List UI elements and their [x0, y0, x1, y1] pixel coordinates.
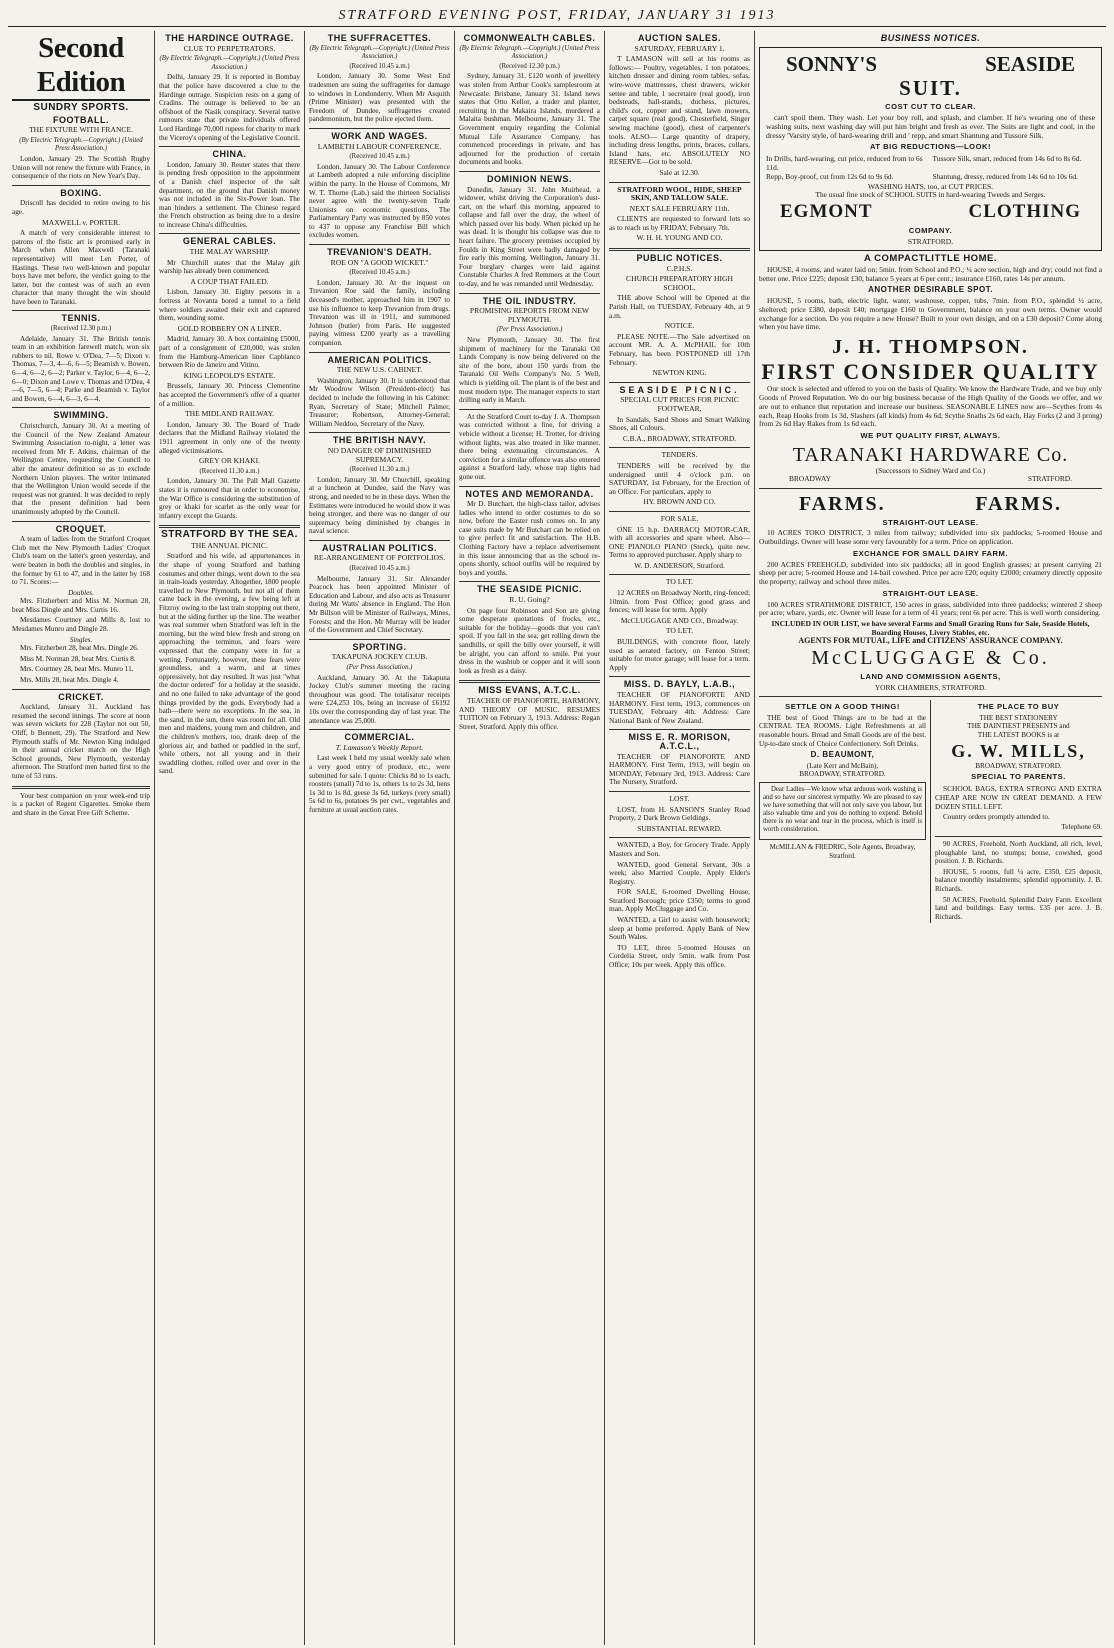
boxing-text-2: A match of very considerable interest to patrons of the fistic art is promised early in March when Allen Maxwell (Taranaki representative) will meet Len Porter, of Hastings. These two well-known and popular boys have met before, the verdict going to the latter, but the contest was of such an even character that many thought the win should have been to Taranaki. — [12, 229, 150, 306]
croquet-doubles: Doubles. — [68, 588, 94, 597]
home-text-1: HOUSE, 4 rooms, and water laid on; 5min. from School and P.O.; ¼ acre section, high and dry; could not find a better one. Price £225; deposit £30, balance 5 years at 6 per cent.; insurance £160, rates 14s per annum. — [759, 264, 1102, 283]
croquet-text: A team of ladies from the Stratford Croquet Club met the New Plymouth Ladies' Croquet Club's team on the latter's green yesterday, and were beaten in both the doubles and singles, in the former by 61 to 47, and in the latter by 168 to 71. Scores:— — [12, 535, 150, 587]
wool-heading: STRATFORD WOOL, HIDE, SHEEP SKIN, AND TALLOW SALE. — [617, 184, 742, 203]
farms-left: FARMS. — [799, 492, 886, 515]
mills-tel: Telephone 69. — [1061, 823, 1102, 832]
mills-t3: THE LATEST BOOKS is at — [977, 731, 1060, 739]
school-name: CHURCH PREPARATORY HIGH SCHOOL. — [626, 274, 733, 292]
cw-text: Sydney, January 31. £120 worth of jewellery was stolen from Arthur Cook's samplesroom at Newcastle. Brisbane, January 31. Island news states that Otto Kellor, a trader and planter, recruiting in the Makaira Islands, murdered a Malaita bushman. Melbourne, January 31. The Government enquiry regarding the Colonial Mutual Life Assurance Company, has commenced proceedings in private, and has adjourned for the production of certain documents and books. — [459, 72, 600, 167]
sonny-l3: SUIT. — [899, 75, 962, 100]
notice-sig: NEWTON KING. — [652, 368, 707, 378]
cables-sub-5: THE MIDLAND RAILWAY. — [184, 409, 275, 419]
croquet-s2: Miss M. Norman 28, beat Mrs. Curtis 8. — [20, 654, 136, 663]
section-title: SUNDRY SPORTS. — [33, 102, 129, 113]
sale-text: ONE 15 h.p. DARRACQ MOTOR-CAR, with all accessories and spare wheel. Also— ONE PIANOLO PIANO (Steck), quite new. Terms to approved purchaser. Apply sharp to — [609, 524, 750, 560]
farms-agents: AGENTS FOR MUTUAL, LIFE and CITIZENS' ASSURANCE COMPANY. — [798, 636, 1063, 646]
egmont-right: CLOTHING — [968, 200, 1081, 222]
sea-heading: STRATFORD BY THE SEA. — [161, 529, 298, 541]
thompson-text: Our stock is selected and offered to you on the basis of Quality. We know the Hardware Trade, and we buy only Goods of Proved Reputation. We do our big business because of the High Quality of the Goods we offer, and we are out to enhance that reputation and increase our business. SEASONABLE LINES now are—Scythes from 4s each, Reap Hooks from 1s 3d, Slashers (all kinds) from 4s 6d, Scythe Snaths 2s 6d each, Hay Forks (2 and 3 prong) from 2s 6d Hay Rakes from 1s 6d each. — [759, 384, 1102, 429]
navy-text: London, January 30. Mr Churchill, speaking at a luncheon at Dundee, said the Navy was strong, and needed to be in these days. When the Estimates were introduced he would show it was being stronger, and there was no danger of our supremacy being diminished by changes in naval science. — [309, 475, 450, 536]
lost-reward: SUBSTANTIAL REWARD. — [637, 823, 722, 833]
thompson-quality: WE PUT QUALITY FIRST, ALWAYS. — [860, 431, 1001, 441]
comm-heading: COMMERCIAL. — [344, 732, 415, 743]
sonny-hats: WASHING HATS, too, at CUT PRICES. — [867, 181, 994, 191]
work-heading: WORK AND WAGES. — [331, 130, 428, 141]
morison-text: TEACHER OF PIANOFORTE AND HARMONY. First Term, 1913, will begin on MONDAY, February 3rd, 1913. Address: Care The Nursery, Stratford. — [609, 751, 750, 787]
egmont-company: COMPANY. — [908, 225, 953, 235]
picnic-text: On page four Robinson and Son are giving some desperate quotations of frocks, etc., suitable for the holiday—goods that you can't spoil. If you fall in the sea, get rolling down the sandhills, or spill the billy over yourself, it will be alright, you can afford to smile. Put your dress in the washtub or copper and it will soon look as fresh as a daisy. — [459, 606, 600, 675]
column-3 — [305, 31, 455, 1645]
richards-2: HOUSE, 5 rooms, full ¼ acre, £350, £25 deposit, balance monthly instalments; splendid opportunity. J. B. Richards. — [935, 867, 1102, 893]
mills-special: SPECIAL TO PARENTS. — [971, 772, 1066, 782]
cables-text-4: Brussels, January 30. Princess Clementine has accepted the Government's offer of a quarter of a million. — [159, 382, 300, 408]
suff-heading: THE SUFFRACETTES. — [327, 33, 432, 43]
wanted-4: WANTED, a Girl to assist with housework; sleep at home preferred. Apply Bank of New South Wales. — [609, 915, 750, 942]
aus-heading: AUSTRALIAN POLITICS. — [322, 542, 437, 553]
egmont-left: EGMONT — [780, 200, 873, 222]
suff-received: (Received 10.45 a.m.) — [349, 62, 410, 70]
cables-received: (Received 11.30 a.m.) — [199, 467, 260, 475]
home-heading: A COMPACTLITTLE HOME. — [864, 253, 997, 265]
cables-sub-2: A COUP THAT FAILED. — [190, 276, 269, 286]
column-1 — [8, 31, 155, 1645]
wanted-5: TO LET, three 5-roomed Houses on Cordelia Street, only 5min. walk from Post Office; 10s per week. Apply this office. — [609, 942, 750, 970]
column-4 — [455, 31, 605, 1645]
comm-text: Last week I held my usual weekly sale when a very good entry of produce, etc., were submitted for sale. I quote: Chicks 8d to 1s each, roosters (small) 7d to 1s, others 1s to 2s 3d, hens 1s 3d to 1s 8d, geese 3s 6d, turkeys (very small) 5s 6d to 6s, potatoes 9s per cwt., vegetables and furniture at usual auction rates. — [309, 754, 450, 814]
sonny-r1a: In Drills, hard-wearing, cut price, reduced from to 6s 11d. — [766, 153, 923, 172]
sport-heading: SPORTING. — [352, 641, 407, 652]
hardinge-heading: THE HARDINCE OUTRAGE. — [165, 33, 294, 43]
taranaki-succ: (Successors to Sidney Ward and Co.) — [875, 465, 986, 475]
tenders-sig: HY. BROWN AND CO. — [643, 497, 716, 507]
beaumont-late: (Late Kerr and McBain), — [806, 761, 879, 770]
thompson-slogan: FIRST CONSIDER QUALITY — [761, 359, 1100, 385]
cables-text-2: Lisbon, January 30. Eighty persons in a fortress at Novanta bored a tunnel to a field where soldiers awaited their exit and captured them, wounding some. — [159, 288, 300, 323]
football-text: London, January 29. The Scottish Rugby Union will not renew the fixture with France, in consequence of the riots on New Year's Day. — [12, 154, 150, 181]
cables-text-6: London, January 30. The Pall Mall Gazette states it is rumoured that in order to economise, the War Office is considering the substitution of grey or khaki for scarlet as the only wear for infantry except the Guards. — [159, 477, 300, 520]
let-sig: McCLUGGAGE AND CO., Broadway. — [620, 615, 739, 625]
tenders-heading: TENDERS. — [661, 450, 698, 460]
croquet-s4: Mrs. Mills 28, beat Mrs. Dingle 4. — [20, 676, 119, 685]
navy-heading: THE BRITISH NAVY. — [332, 435, 427, 446]
sonny-text: can't spoil them. They wash. Let your boy roll, and splash, and clamber. If he's wearing one of these washing suits, next washing day will put him bright and fresh as ever. The Suits are light and cool, in the dressy 'Varsity style, of hard-wearing drill and ' repp, and smart Shantung and Tussore Silk. — [766, 113, 1095, 141]
cw-received: (Received 12.30 p.m.) — [499, 62, 560, 70]
football-byline: (By Electric Telegraph.—Copyright.) (United Press Association.) — [19, 136, 143, 153]
auction-foot: Sale at 12.30. — [659, 167, 700, 177]
auction-text: T LAMASON will sell at his rooms as follows:— Poultry, vegetables, 1 ton potatoes, kitchen dresser and dining room tables, sofas, wire-wove mattresses, chest drawers, wicker settee and table, 1 secretaire (real good), iron bedsteads, hall-stands, duchess, pictures, child's cot, copper and stand, lawn mowers, carpet square (real good), Chesterfield, Singer sewing machine (good), chest of carpenter's tools. ALSO— Large quantity of drapery, including dress lengths, prints, braces, collars, Island hats, etc. ABSOLUTELY NO RESERVE—Got to be sold. — [609, 54, 750, 167]
mccluggage-name: McCLUGGAGE & Co. — [811, 647, 1050, 670]
let-heading: TO LET. — [665, 577, 694, 587]
work-text: London, January 30. The Labour Conference at Lambeth adopted a rule enforcing discipline within the party. In the House of Commons, Mr W. T. Thorne (Lab.) said the thirteen Socialists never agree with the twenty-seven Trade Unionists on economic questions. The Parliamentary Party was instructed by 850 votes to 437 to oppose any Franchise Bill which excludes women. — [309, 162, 450, 240]
settle-heading: SETTLE ON A GOOD THING! — [785, 702, 900, 712]
farms-t3: 100 ACRES STRATHMORE DISTRICT, 150 acres in grass, subdivided into three paddocks; wintered 2 sheep per acre; whare, yards, etc. Owner will lease for a term of 41 years; rent 6s per acre. This is well worth considering. — [759, 599, 1102, 618]
evans-text: TEACHER OF PIANOFORTE, HARMONY, AND THEORY OF MUSIC. RESUMES TUITION on February 3, 1913. Address: Regan Street, Stratford. Apply this office. — [459, 696, 600, 731]
ladies-text: Dear Ladies—We know what arduous work washing is and so have our sincerest sympathy. We are pleased to say we have something that will not only save you labour, but also valuable time and you do nothing to expend. Behold there is no wear and tear in the process, which is itself is worth consideration. — [763, 785, 922, 833]
taranaki-br: STRATFORD. — [1027, 474, 1072, 484]
croquet-singles: Singles. — [69, 635, 93, 644]
thompson-name: J. H. THOMPSON. — [832, 336, 1029, 359]
farms-t1: 10 ACRES TOKO DISTRICT, 3 miles from railway; subdivided into six paddocks; 5-roomed House and Outbuildings. Owner will lease some very favourably for a term. Price on application. — [759, 528, 1102, 547]
seaside-sig: C.B.A., BROADWAY, STRATFORD. — [622, 433, 737, 443]
public-heading: PUBLIC NOTICES. — [636, 253, 723, 264]
sea-text: Stratford and his wife, ad appurtenances in the shape of young Stratford and bathing costumes and other things, went down to the sea in train-loads yesterday. Altogether, 1800 people travelled to New Plymouth, but not all of them came back in the evening, a few being left at Fitzroy owing to the last train stopping out there, but at the siding further up the line. The weather was real summer when Stratford was left in the morning, but the wind blew fresh and strong on approaching the terminus, and fears were expressed that the company were in for a wetting. Fortunately, however, these fears were groundless, and a warm, and at times oppressively, hot day resulted. It was just "what the doctor ordered" for a holiday at the seaside, and no one failed to take advantage of the good things provided by the gods. Everybody had a bath—there were no exceptions. In the sea, in the sand, in the sun, there was room for all. Old men and maidens, young men and children, and the children's mothers, too, drank deep of the glorious air, and bathed or paddled in the surf, while others, not all young and in their swaddling clothes, rolled over and over in the sand. — [159, 552, 300, 776]
mills-text: SCHOOL BAGS, EXTRA STRONG AND EXTRA CHEAP ARE NOW IN GREAT DEMAND. A FEW DOZEN STILL LEFT. — [935, 783, 1102, 811]
masthead: STRATFORD EVENING POST, FRIDAY, JANUARY 31 1913 — [8, 6, 1106, 27]
bayly-text: TEACHER OF PIANOFORTE AND HARMONY. First term, 1913, commences on TUESDAY, February 4th. Address: Care National Bank of New Zealand. — [609, 690, 750, 725]
tenders-text: TENDERS will be received by the undersigned until 4 o'clock p.m. on SATURDAY, 1st February, for the Erection of an Office. For particulars, apply to — [609, 460, 750, 496]
amer-text: Washington, January 30. It is understood that Mr Woodrow Wilson (President-elect) has decided to include the following in his Cabinet: Ryan, Secretary of State; Mitchell Palmer, Treasurer; Robertson, Attorney-General; William Neddoo, Secretary of the Navy. — [309, 376, 450, 428]
oil-sub: PROMISING REPORTS FROM NEW PLYMOUTH. — [469, 306, 590, 324]
cables-text-1: Mr Churchill states that the Malay gift warship has already been commenced. — [159, 258, 300, 276]
china-text: London, January 30. Reuter states that there is pending fresh opposition to the appointment of a Danish chief inspector of the salt department, on the ground that Danish money was not included in the Six-Power loan. The man hinders a settlement. The Chinese regard the French obstruction as being due to a desire to increase China's difficulties. — [159, 160, 300, 229]
work-sub: LAMBETH LABOUR CONFERENCE. — [317, 141, 442, 151]
egmont-town: STRATFORD. — [907, 236, 954, 246]
croquet-s3: Mrs. Courtney 28, beat Mrs. Munro 11. — [20, 665, 134, 674]
seaside-sub: SPECIAL CUT PRICES FOR PICNIC FOOTWEAR, — [620, 395, 739, 413]
cables-text-5: London, January 30. The Board of Trade declares that the Midland Railway violated the 1911 agreement in only one of the twenty alleged victimisations. — [159, 420, 300, 455]
sale-heading: FOR SALE. — [660, 513, 699, 523]
picnic-sub: R. U. Going? — [509, 595, 550, 605]
tennis-text: Adelaide, January 31. The British tennis team in an exhibition farewell match, won six rubbers to nil. Rowe v. O'Dea, 7—5; Dixon v. Thomas, 7—3, 4—6, 6—5; Beamish v. Bowen, 6—4, 6—2, 6—2; Parker v. Taylor, 6—4, 6—2, 6—0; Dixon and Lowe v. Thomas and O'Dea, 4—6, 7—5, 6—4; Parke and Beamish v. Taylor and Bowen, 6—4, 6—3, 6—4. — [12, 334, 150, 403]
farms-s1: STRAIGHT-OUT LEASE. — [882, 517, 979, 527]
trev-sub: ROE ON "A GOOD WICKET." — [330, 257, 429, 267]
lost-text: LOST, from H. SANSON'S Stanley Road Property, 2 Dark Brown Geldings. — [609, 804, 750, 823]
seaside-heading: SEASIDE PICNIC. — [619, 384, 740, 395]
settle-text: THE best of Good Things are to be had at the CENTRAL TEA ROOMS. Light Refreshments at all reasonable hours. Bread and Small Goods are of the best. Up-to-date stock of Choice Confectionery. Soft Drinks. — [759, 713, 926, 748]
mccluggage-york: YORK CHAMBERS, STRATFORD. — [874, 682, 987, 692]
column-6 — [755, 31, 1106, 1645]
mccluggage-land: LAND AND COMMISSION AGENTS, — [860, 672, 1001, 682]
boxing-heading: BOXING. — [60, 187, 102, 198]
column-5 — [605, 31, 755, 1645]
taranaki-hardware: TARANAKI HARDWARE Co. — [792, 443, 1069, 466]
sonny-serges: The usual fine stock of SCHOOL SUITS in hard-wearing Tweeds and Serges. — [815, 190, 1046, 200]
sonny-sub: COST CUT TO CLEAR. — [885, 101, 976, 111]
sonny-r2a: Repp, Boy-proof, cut from 12s 6d to 9s 6d. — [766, 171, 894, 181]
cables-heading: GENERAL CABLES. — [182, 236, 277, 247]
aus-received: (Received 10.45 a.m.) — [349, 565, 410, 573]
richards-3: 50 ACRES, Freehold, Splendid Dairy Farm. Excellent land and buildings. Easy terms. £35 per acre. J. B. Richards. — [935, 895, 1102, 921]
morison-heading: MISS E. R. MORISON, A.T.C.L., — [628, 732, 731, 751]
oil-heading: THE OIL INDUSTRY. — [482, 295, 577, 306]
lost-heading: LOST. — [669, 793, 690, 803]
sonny-r1b: Tussore Silk, smart, reduced from 14s 6d to 8s 6d. — [932, 153, 1082, 163]
mills-country: Country orders promptly attended to. — [943, 812, 1050, 821]
farms-s3: STRAIGHT-OUT LEASE. — [882, 589, 979, 599]
sonny-reduc: AT BIG REDUCTIONS—LOOK! — [869, 142, 992, 152]
aus-sub: RE-ARRANGEMENT OF PORTFOLIOS. — [313, 553, 446, 563]
bayly-heading: MISS. D. BAYLY, L.A.B., — [623, 679, 736, 690]
sonny-l2: SEASIDE — [985, 51, 1075, 76]
hardinge-sub: CLUE TO PERPETRATORS. — [183, 43, 276, 53]
taranaki-bl: BROADWAY — [789, 474, 832, 484]
wool-sig: W. H. H. YOUNG AND CO. — [636, 233, 723, 243]
beaumont-addr: BROADWAY, STRATFORD. — [799, 770, 886, 779]
wanted-1: WANTED, a Boy, for Grocery Trade. Apply Masters and Son. — [609, 840, 750, 858]
sonny-r2b: Shantung, dressy, reduced from 14s 6d to 10s 6d. — [932, 171, 1078, 181]
trev-text: London, January 30. At the inquest on Trevanion Roe said the family, including deceased's mother, approached him in 1907 to use his influence to keep Trevanion from drugs. Trevanion was ill in 1911, and summoned Johnson (butler) from Paris. He suggested paying witness £200 yearly as a travelling companion. — [309, 278, 450, 347]
trev-received: (Received 10.45 a.m.) — [349, 269, 410, 277]
richards-1: 90 ACRES, Freehold, North Auckland, all rich, level, ploughable land, no stumps; house, cowshed, good position. J. B. Richards. — [935, 839, 1102, 866]
amer-sub: THE NEW U.S. CABINET. — [336, 365, 423, 375]
cables-text-3: Madrid, January 30. A box containing £5000, part of a consignment of £20,000, was stolen from the Hamburg-American liner Capblanco between Rio de Janeiro and Vitino. — [159, 335, 300, 370]
let-text-1: 12 ACRES on Broadway North, ring-fenced; 10min. from Post Office; good grass and fences; will lease for term. Apply — [609, 588, 751, 615]
auction-date: SATURDAY, FEBRUARY 1. — [634, 43, 725, 53]
column-2 — [155, 31, 305, 1645]
court-text: At the Stratford Court to-day J. A. Thompson was convicted without a fine, for driving a vehicle without a license; H. Trotter, for driving without lights, was also treated in like manner, there being extenuating circumstances. A conviction for a similar offence was also entered against a Stratford lady, whose trap lights had gone out. — [459, 412, 600, 481]
football-sub: THE FIXTURE WITH FRANCE. — [28, 125, 134, 135]
notes-text: Mr D. Butchart, the high-class tailor, advises ladies who intend to order costumes to do so now, before the Easter rush comes on. In any case suits made by Mr Butchart can be relied on to give perfect fit and satisfaction. The H.B. Clothing Factory have a replace advertisement in this issue announcing that as the school re-opens shortly, school outfits will be required by boys and youths. — [459, 500, 600, 577]
swimming-text: Christchurch, January 30. At a meeting of the Council of the New Zealand Amateur Swimming Association to-night, a letter was received from Mr F. Atkins, chairman of the Wellington Centre, requesting the Council to alter the amateur definition so as to exclude Northern Union players. The writer intimated that the Wellington Union would secede if the request was not granted. It was decided to reply that the present definition had been unanimously adopted by the Council. — [12, 422, 150, 516]
auction-heading: AUCTION SALES. — [637, 33, 721, 43]
hardinge-text: Delhi, January 29. It is reported in Bombay that the police have discovered a clue to the Hardinge outrage. Suspicion rests on a gang of Cradins. The outrage is believed to be an offshoot of the Nasik conspiracy. Several native rumours state that private individuals offered Lord Hardinge 70,000 rupees for charity to mark the Viceroy's opening of the Legislative Council. — [159, 73, 300, 142]
wanted-2: WANTED, good General Servant, 30s a week; also Married Couple. Apply Elder's Registry. — [609, 859, 750, 886]
sport-text: Auckland, January 30. At the Takapuna Jockey Club's summer meeting the racing throughout was good. The totalisator receipts were £24,253 10s, being an increase of £6192 10s over the corresponding day of last year. The attendance was 25,000. — [309, 673, 450, 725]
cw-heading: COMMONWEALTH CABLES. — [463, 33, 596, 43]
wanted-3: FOR SALE, 6-roomed Dwelling House, Stratford Borough; price £350; terms to good man. Apply McCluggage and Co. — [609, 887, 750, 914]
mills-t2: THE DAINTIEST PRESENTS and — [967, 722, 1070, 731]
cphs: C.P.H.S. — [666, 263, 693, 273]
sport-sub: TAKAPUNA JOCKEY CLUB. — [331, 652, 428, 662]
cables-sub-6: GREY OR KHAKI. — [198, 456, 261, 466]
notice-title: NOTICE. — [664, 321, 695, 331]
navy-sub: NO DANGER OF DIMINISHED SUPREMACY. — [327, 445, 432, 464]
seaside-text: In Sandals, Sand Shoes and Smart Walking Shoes, all Colours. — [609, 414, 750, 433]
school-text: THE above School will be Opened at the Parish Hall, on TUESDAY, February 4th, at 9 a.m. — [609, 293, 750, 320]
notice-text: PLEASE NOTE.—The Sale advertised on account MR. A. A. McPHAIL for 10th February, has been POSTPONED till 17th February. — [609, 331, 750, 367]
china-heading: CHINA. — [212, 149, 247, 160]
let-text-2: BUILDINGS, with concrete floor, lately used as aerated factory, on Fenton Street; suitable for motor garage; will lease for a term. Apply — [609, 637, 750, 672]
bottom-ads — [759, 700, 1102, 923]
cables-sub-3: GOLD ROBBERY ON A LINER. — [177, 323, 282, 333]
suff-byline: (By Electric Telegraph.—Copyright.) (United Press Association.) — [309, 44, 450, 61]
home-heading-2: ANOTHER DESIRABLE SPOT. — [868, 285, 993, 295]
croquet-s1: Mrs. Fitzherbert 28, beat Mrs. Dingle 26. — [20, 644, 139, 653]
croquet-d1: Mrs. Fitzherbert and Miss M. Norman 28, beat Miss Dingle and Mrs. Curtis 16. — [12, 597, 150, 614]
picnic-heading: THE SEASIDE PICNIC. — [476, 584, 582, 595]
mills-heading: THE PLACE TO BUY — [977, 702, 1060, 712]
comm-sub: T. Lamason's Weekly Report. — [335, 742, 424, 752]
dom-heading: DOMINION NEWS. — [487, 173, 572, 184]
sea-sub: THE ANNUAL PICNIC. — [191, 540, 268, 550]
swimming-heading: SWIMMING. — [53, 410, 109, 421]
beaumont-name: D. BEAUMONT, — [810, 750, 875, 760]
farms-t4: INCLUDED IN OUR LIST, we have several Farms and Small Grazing Runs for Sale, Seaside Hotels, Boarding Houses, Livery Stables, etc. — [771, 619, 1090, 637]
hardinge-byline: (By Electric Telegraph.—Copyright.) (United Press Association.) — [159, 55, 300, 71]
regent-cigarettes-note: Your best companion on your week-end trip is a packet of Regent Cigarettes. Smoke them and share in the Great Free Gift Scheme. — [12, 791, 150, 817]
cables-sub-4: KING LEOPOLD'S ESTATE. — [183, 370, 276, 380]
wool-text: CLIENTS are requested to forward lots so as to reach us by FRIDAY, February 7th. — [609, 214, 750, 232]
suff-text: London, January 30. Some West End tradesmen are suing the suffragettes for damage to windows in Londonderry. When Mr Asquith (Prime Minister) was presented with the Freedom of Dundee, suffragettes created pandemonium, but the police ejected them. — [309, 72, 450, 124]
aus-text: Melbourne, January 31. Sir Alexander Peacock has been appointed Minister of Education and Labour, and also acts as Treasurer during Mr Watts' absence in England. The Hon Mr Billson will be Minister of Railways, Mines, Forests; and the Hon. Mr Murray will be leader of the Government and Chief Secretary. — [309, 574, 450, 635]
mcmillan-sig: McMILLAN & FREDRIC, Sole Agents, Broadway, Stratford. — [769, 842, 916, 860]
columns — [8, 31, 1106, 1645]
business-heading: BUSINESS NOTICES. — [880, 33, 981, 43]
work-received: (Received 10.45 a.m.) — [349, 153, 410, 161]
dom-text: Dunedin, January 31. John Muirhead, a widower, whilst driving the Corporation's dust-cart, on the wharf this morning, appeared to collapse and fall over the dray, the wheel of which passed over his body. When picked up he was dead. It is thought his collapse was due to heart failure. The grocery premises occupied by Foulds in King Street were badly damaged by fire early this morning. Wellington, January 31. Four burglary charges were laid against Constable Charles A fred Remmers at the Court to-day, and he was remanded until Wednesday. — [459, 185, 600, 289]
croquet-heading: CROQUET. — [55, 523, 107, 534]
boxing-text-1: Driscoll has decided to retire owing to his age. — [12, 199, 150, 216]
oil-text: New Plymouth, January 30. The first shipment of machinery for the Taranaki Oil Lands Company is now being delivered on the site of the bore, about 150 yards from the Taranaki Oil Wells Company's No. 5 Well, which is yielding oil. The plant is of the best and most modern type. The manager expects to start drilling early in March. — [459, 336, 600, 405]
mills-addr: BROADWAY, STRATFORD. — [975, 761, 1062, 770]
edition-title: Second Edition — [12, 31, 150, 101]
cw-byline: (By Electric Telegraph.—Copyright.) (United Press Association.) — [459, 44, 600, 61]
farms-right: FARMS. — [975, 492, 1062, 515]
boxing-sub: MAXWELL v. PORTER. — [41, 217, 121, 227]
tennis-heading: TENNIS. — [61, 313, 101, 324]
mills-name: G. W. MILLS, — [951, 740, 1086, 761]
sport-byline: (Per Press Association.) — [346, 664, 413, 671]
evans-heading: MISS EVANS, A.T.C.L. — [478, 685, 581, 696]
notes-heading: NOTES AND MEMORANDA. — [465, 488, 594, 499]
sonny-ad — [759, 47, 1102, 252]
amer-heading: AMERICAN POLITICS. — [327, 354, 432, 365]
tennis-received: (Received 12.30 p.m.) — [50, 325, 112, 333]
wool-sub: NEXT SALE FEBRUARY 11th. — [629, 203, 730, 213]
farms-t2: 200 ACRES FREEHOLD, subdivided into six paddocks; all in good English grasses; at present carrying 21 sheep per acre; 5-roomed House and 14-bail cowshed. Price per acre £20; equity £2000; creamery directly opposite the property; railway and school three miles. — [759, 559, 1102, 587]
cricket-heading: CRICKET. — [58, 691, 104, 702]
oil-byline: (Per Press Association.) — [496, 326, 563, 334]
farms-s2: EXCHANCE FOR SMALL DAIRY FARM. — [853, 549, 1008, 559]
cricket-text: Auckland, January 31. Auckland has resumed the second innings. The score at noon was seven wickets for 228 (Taylor not out 50, Oliff, b Bennett, 29). The Stratford and New Plymouth staffs of Mr. Newton King indulged in their annual cricket match on the High School grounds, New Plymouth, yesterday afternoon. The Stratford men batted first to the tune of 53 runs. — [12, 703, 150, 780]
sale-sig: W. D. ANDERSON, Stratford. — [634, 560, 725, 570]
home-text-2: HOUSE, 5 rooms, bath, electric light, water, washouse, copper, tubs, 7min. from P.O., splendid ½ acre, sheltered; price £380, deposit £40; mortgage £160 to Government, balance on your own terms. Owner would exchange for a section. Do you require a new House? Built to your own design, and on a £30 deposit? Come along when you have time. — [759, 295, 1102, 332]
football-heading: FOOTBALL. — [53, 114, 109, 125]
sonny-l1: SONNY'S — [786, 51, 878, 76]
cables-sub-1: THE MALAY WARSHIP. — [189, 247, 270, 257]
let-heading-2: TO LET. — [665, 626, 694, 636]
navy-received: (Received 11.30 a.m.) — [349, 466, 410, 474]
mills-t1: THE BEST STATIONERY — [979, 713, 1058, 722]
trev-heading: TREVANION'S DEATH. — [327, 247, 432, 258]
croquet-d2: Mesdames Courtney and Mills 8, lost to Mesdames Munro and Dingle 28. — [12, 616, 150, 634]
